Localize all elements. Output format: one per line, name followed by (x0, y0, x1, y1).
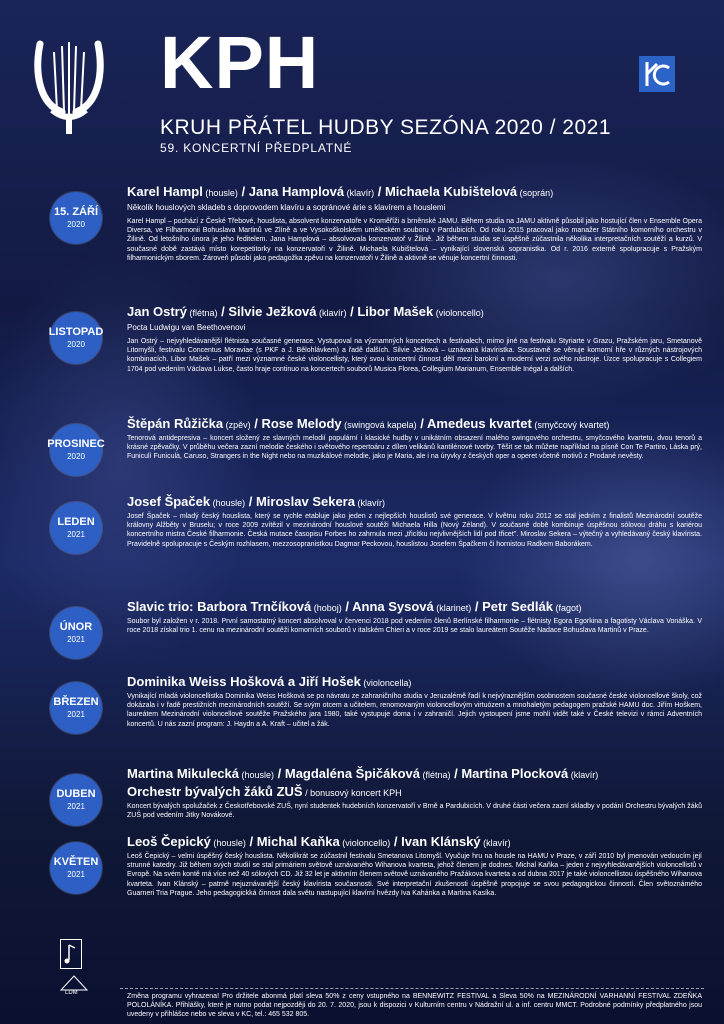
page-title: KPH (160, 21, 320, 104)
performer-instrument: (klavír) (354, 498, 385, 508)
performers-line (127, 784, 702, 801)
performers-line (127, 674, 702, 691)
separator: / (245, 494, 256, 509)
performer-instrument: (swingová kapela) (341, 420, 417, 430)
season-subtitle: KRUH PŘÁTEL HUDBY SEZÓNA 2020 / 2021 (160, 116, 612, 139)
footer-divider (120, 988, 704, 989)
performer-name: Ivan Klánský (401, 834, 481, 849)
separator: / (274, 766, 285, 781)
performer-instrument: (flétna) (419, 770, 451, 780)
date-badge (50, 607, 102, 659)
date-badge (47, 424, 105, 476)
performer-instrument: (hoboj) (311, 603, 342, 613)
performer-instrument: (zpěv) (223, 420, 251, 430)
performers-line (127, 304, 702, 321)
program-line: Pocta Ludwigu van Beethovenovi (127, 323, 246, 332)
date-year: 2020 (67, 452, 85, 461)
performer-name: Dominika Weiss Hošková (127, 674, 285, 689)
performer-name: Libor Mašek (357, 304, 434, 319)
event-description: Josef Špaček – mladý český houslista, který se rychle etabluje jako jeden z nejlepších houslistů své generace. V květnu roku 2012 se stal jedním z finalistů Mezinárodní soutěže královny Alžběty v Bruselu; v roce 2009 zvítězil v mezinárodní houslové soutěži Michaela Hilla (Nový Zéland). V současné době kombinuje úspěšnou sólovou dráhu s kariérou koncertního mistra České filharmonie. Česká mutace časopisu Forbes ho zahrnula mezi „třicítku nejvlivnějších lidí pod třicet". Miroslav Sekera – výtečný a vyhledávaný český klavírista. Pravidelně spolupracuje s Českým rozhlasem, mezzosopranistkou Dagmar Peckovou, houslistou Josefem Špačkem či hornistou Radkem Baborákem. (127, 513, 702, 548)
footer-note: Změna programu vyhrazena! Pro držitele abonmá platí sleva 50% z ceny vstupného na BENNEWITZ FESTIVAL a Sleva 50% na MEZINÁRODNÍ VARHANNÍ FESTIVAL ZDEŇKA POLOLÁNÍKA. Přihlášky, které je nutno podat nejpozději do 20. 7. 2020, jsou k dispozici v Kulturním centru v Nádražní ul. a inf. centru MMCT. Podrobné podmínky předplatného jsou uvedeny v přihlášce nebo ve sleva v KC, tel.: 465 532 805. (127, 993, 702, 1019)
separator: / (341, 599, 353, 614)
performers-line (127, 834, 702, 851)
date-badge (50, 682, 102, 734)
separator: / (450, 766, 462, 781)
performers-line (127, 416, 702, 433)
date-badge (50, 312, 102, 364)
date-year: 2021 (67, 530, 85, 539)
performer-name: Michal Kaňka (256, 834, 340, 849)
performer-name: Jana Hamplová (248, 184, 345, 199)
performers-line (127, 494, 702, 511)
performers-line (127, 599, 702, 616)
performer-instrument: (klavír) (344, 188, 375, 198)
separator: / (471, 599, 483, 614)
performer-instrument: (housle) (202, 188, 238, 198)
event-description: Tenorová antidepresiva – koncert složený ze slavných melodií populární i klasické hudby v unikátním obsazení malého swingového orchestru, smyčcového kvartetu, dvou tenorů a krásné zpěvačky. V průběhu večera zazní melodie českého i světového repertoáru z dílen velikánů kantilénové tvorby. Těšit se tak můžete například na písně Con Te Partiro, Láska prý, Funiculì Funiculà, Caruso, Strangers in the Night nebo na muzikálové melodie, jako je Maria, ale i na úryvky z českých oper a operet včetně motivů z Prodané nevěsty. (127, 435, 702, 461)
performer-instrument: (housle) (210, 498, 246, 508)
performer-name: Jiří Hošek (298, 674, 361, 689)
music-note-icon (61, 940, 81, 968)
performer-instrument: (soprán) (517, 188, 554, 198)
separator: / (250, 416, 262, 431)
performer-name: Silvie Ježková (228, 304, 317, 319)
date-month: LISTOPAD (48, 326, 104, 338)
event-description: Vynikající mladá violoncellistka Dominika Weiss Hošková se po návratu ze zahraničního studia v Jeruzalémě řadí k nejvýraznějším osobnostem současné české violoncellové školy, což dokázala i v řadě prestižních mezinárodních soutěží. Se svým otcem a učitelem, renomovaným violoncellovým virtuózem a mnohaletým pedagogem pražské HAMU doc. Jiřím Hoškem, laureátem Mezinárodní violoncellové soutěže Pražského jara 1980, také vystupuje doma i v zahraničí. Jejich vystoupení jsme mohli vidět také v České televizi v rámci Adventních koncertů. U nás zazní program: J. Haydn a A. Kraft – učitel a žák. (127, 693, 702, 728)
performer-name: Michaela Kubištelová (384, 184, 518, 199)
performer-name: Rose Melody (261, 416, 342, 431)
date-year: 2021 (67, 635, 85, 644)
date-month: LEDEN (57, 516, 95, 528)
separator: / (217, 304, 229, 319)
date-year: 2021 (67, 710, 85, 719)
subscription-label: 59. KONCERTNÍ PŘEDPLATNÉ (160, 141, 353, 155)
date-year: 2021 (67, 802, 85, 811)
performer-name: Amedeus kvartet (427, 416, 532, 431)
performer-name: Karel Hampl (127, 184, 203, 199)
performer-name: Martina Mikulecká (127, 766, 239, 781)
separator: a (284, 674, 299, 689)
performer-instrument: (fagot) (552, 603, 582, 613)
event-description: Koncert bývalých spolužaček z Českotřebovské ZUŠ, nyní studentek hudebních konzervatoří v Brně a Pardubicích. V druhé části večera zazní skladby v podání Orchestru bývalých žáků ZUŠ pod vedením Jitky Novákové. (127, 803, 702, 820)
separator: / (237, 184, 249, 199)
separator: / (374, 184, 385, 199)
performer-name: Miroslav Sekera (255, 494, 355, 509)
performer-instrument: (housle) (239, 770, 275, 780)
performer-instrument: (flétna) (186, 308, 218, 318)
program-line: Několik houslových skladeb s doprovodem klavíru a sopránové árie s klavírem a houslemi (127, 203, 446, 212)
performers-line (127, 766, 702, 783)
performer-name: Jan Ostrý (127, 304, 187, 319)
date-badge (50, 192, 102, 244)
date-year: 2020 (67, 340, 85, 349)
date-badge (50, 842, 102, 894)
date-badge (50, 774, 102, 826)
date-month: BŘEZEN (53, 696, 99, 708)
event-description: Karel Hampl – pochází z České Třebové, houslista, absolvent konzervatoře v Kroměříži a brněnské JAMU. Během studia na JAMU aktivně působil jako hostující člen v Ensemble Opera Diversa, ve Filharmonii Bohuslava Martinů ve Zlíně a ve Vysokoškolském uměleckém souboru v Pardubicích. Od roku 2015 pracoval jako manažer Státního komorního orchestru v Žilině. Od letošního února je jeho ředitelem. Jana Hamplová – absolvovala konzervatoř v Žilině. Již během studia se úspěšně zúčastnila několika interpretačních soutěží a kurzů. V současné době zastává místo korepetitorky na konzervatoři v Žilině. Michaela Kubištelová – vynikající slovenská sopranistka. Od r. 2016 externě spolupracuje s Pražským filharmonickým sborem. Zároveň působí jako pedagožka zpěvu na konzervatoři v Žilině a aktivně se věnuje koncertní činnosti. (127, 218, 702, 262)
performer-name: Štěpán Růžička (127, 416, 224, 431)
date-month: PROSINEC (47, 438, 105, 450)
performer-instrument: (violoncella) (360, 678, 412, 688)
performer-instrument: (violoncello) (433, 308, 484, 318)
separator: / (390, 834, 402, 849)
event-description: Soubor byl založen v r. 2018. První samostatný koncert absolvoval v červenci 2018 pod vedením členů Berlínské filharmonie – flétnisty Egora Egorkina a fagotisty Václava Vonáška. V roce 2018 získal trio 1. cenu na mezinárodní soutěži komorních souborů v italském Chieri a v roce 2019 se stalo laureátem Soutěže Nadace Bohuslava Martinů v Praze. (127, 618, 702, 635)
separator: / bonusový koncert KPH (302, 788, 402, 798)
date-badge (50, 502, 102, 554)
kc-logo-icon (639, 56, 675, 92)
performer-instrument: (violoncello) (339, 838, 391, 848)
performer-name: Petr Sedlák (482, 599, 553, 614)
event-description: Leoš Čepický – velmi úspěšný český houslista. Několikrát se zúčastnil festivalu Smetanova Litomyšl. Vyučuje hru na housle na HAMU v Praze, v září 2010 byl jmenován vedoucím její strunné katedry. Již během svých studií se stal primáriem světově uznávaného Wihanova kvarteta, jehož členem je dodnes. Michal Kaňka – jeden z nejvyhledávanějších violoncellistů v Evropě. Na svém kontě má více než 40 sólových CD. Již 32 let je aktivním členem světově uznávaného Pražákova kvarteta a od dubna 2017 je také violoncellistou úspěšného Wihanova kvarteta. Ivan Klánský – patrně nejuznávanější český klavírista současnosti. Své interpretační zkušenosti úspěšně propojuje se svou pedagogickou činností. Člen světoznámého Guarneri Tria Prague. Jeho pedagogickká činnost dala světu nastupující klavírní hvězdy Iva Kahánka a Martina Kasíka. (127, 853, 702, 897)
date-month: DUBEN (56, 788, 96, 800)
performer-instrument: (smyčcový kvartet) (531, 420, 610, 430)
separator: / (245, 834, 257, 849)
performer-instrument: (klarinet) (433, 603, 472, 613)
separator: / (416, 416, 428, 431)
performer-name: Magdaléna Špičáková (284, 766, 420, 781)
performer-name: Leoš Čepický (127, 834, 211, 849)
date-year: 2020 (67, 220, 85, 229)
performer-name: Slavic trio: Barbora Trnčíková (127, 599, 312, 614)
ldm-logo-text: LDM (65, 990, 78, 996)
performer-name: Anna Sysová (352, 599, 434, 614)
lyre-logo-icon (32, 34, 106, 136)
organizer-logo (60, 939, 82, 969)
performer-instrument: (klavír) (316, 308, 347, 318)
date-year: 2021 (67, 870, 85, 879)
performer-name: Martina Plocková (461, 766, 569, 781)
ldm-logo (57, 974, 91, 998)
separator: / (346, 304, 358, 319)
performer-name: Josef Špaček (127, 494, 211, 509)
performers-line (127, 184, 702, 201)
date-month: KVĚTEN (53, 856, 99, 868)
event-description: Jan Ostrý – nejvyhledávanější flétnista současné generace. Vystupoval na významných koncertech a festivalech, mimo jiné na festivalu Styriarte v Grazu, Pražském jaru, Smetanově Litomyšli, festivalu Concentus Moraviae (s PKF a J. Bělohlávkem) a řadě dalších. Silvie Ježková – uznávaná klavíristka. Soustavně se věnuje komorní hře v různých nástrojových kombinacích. Libor Mašek – patří mezi významné české violoncellisty, který svou koncertní činnost dělí mezi barokní a moderní verzi svého nástroje. Úzce spolupracuje s Collegiem 1704 pod vedením Václava Luksе, často hraje continuo na koncertech souborů Musica Florea, Collegium Marianum, Ensemble Inégal a dalších. (127, 338, 702, 373)
performer-instrument: (housle) (210, 838, 246, 848)
kc-logo (639, 56, 675, 92)
performer-instrument: (klavír) (568, 770, 599, 780)
performer-name: Orchestr bývalých žáků ZUŠ (127, 784, 303, 799)
date-month: 15. ZÁŘÍ (53, 206, 98, 218)
performer-instrument: (klavír) (480, 838, 511, 848)
date-month: ÚNOR (59, 621, 93, 633)
